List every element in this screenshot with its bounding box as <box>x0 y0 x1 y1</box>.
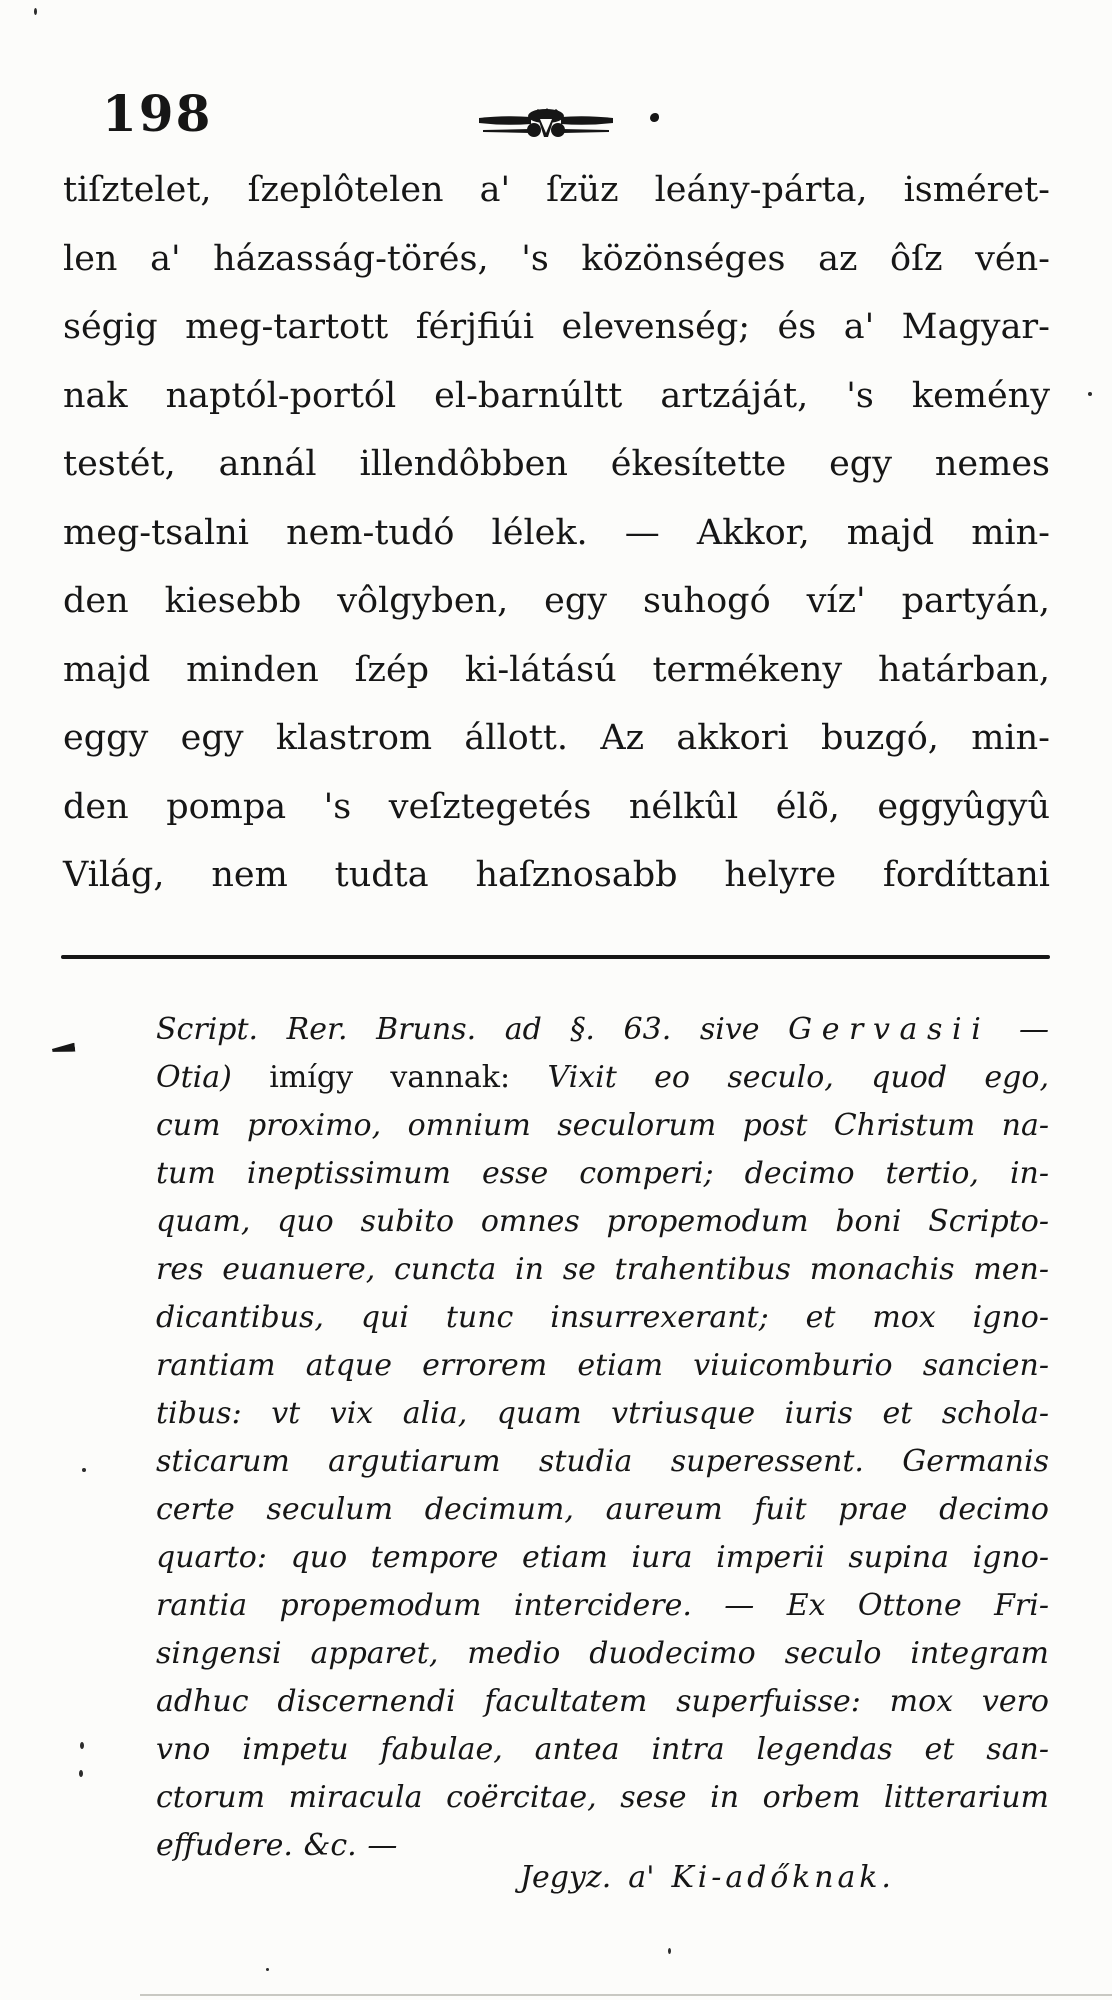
text-segment: Otia) <box>156 1060 270 1095</box>
footnote-divider-rule <box>61 955 1050 959</box>
text-segment: tum ineptissimum esse comperi; decimo tertio, in- <box>156 1156 1049 1191</box>
footnote-line <box>156 1582 1049 1630</box>
printers-rule-ornament-icon <box>478 104 614 142</box>
body-text-line: ségig meg-tartott férjfiúi elevenség; és a' Magyar- <box>63 307 1050 347</box>
body-text-block <box>63 156 1050 910</box>
body-text-line: Világ, nem tudta haſznosabb helyre fordíttani <box>63 855 1050 895</box>
text-segment: effudere. &c. — <box>156 1828 398 1863</box>
footnote-line <box>156 1006 1049 1054</box>
ink-speck <box>80 1742 84 1749</box>
body-text-line: nak naptól-portól el-barnúltt artzáját, 's kemény <box>63 375 1050 416</box>
text-segment: rantiam atque errorem etiam viuicomburio sancien- <box>156 1348 1049 1383</box>
small-ornament-dot <box>650 113 659 122</box>
ink-speck <box>82 1468 86 1472</box>
body-text-line: tiſztelet, ſzeplôtelen a' ſzüz leány-párta, isméret- <box>63 170 1050 210</box>
text-segment: singensi apparet, medio duodecimo seculo integram <box>156 1636 1049 1671</box>
footnote-line <box>156 1198 1049 1246</box>
text-segment: Script. Rer. Bruns. ad §. 63. sive <box>156 1012 789 1047</box>
footnote-line <box>156 1486 1049 1534</box>
body-text-line: meg-tsalni nem-tudó lélek. — Akkor, majd min- <box>63 512 1050 553</box>
ink-speck <box>266 1968 269 1971</box>
text-segment: Ki-adőknak. <box>671 1860 895 1895</box>
footnote-block <box>156 1006 1049 1870</box>
text-segment: vno impetu fabulae, antea intra legendas et san- <box>156 1732 1049 1767</box>
footnote-line <box>156 1294 1049 1342</box>
footnote-line <box>156 1438 1049 1486</box>
ink-speck <box>34 8 37 15</box>
footnote-line <box>156 1678 1049 1726</box>
text-segment: ctorum miracula coërcitae, sese in orbem litterarium <box>156 1780 1049 1815</box>
body-text-line: eggy egy klastrom állott. Az akkori buzgó, min- <box>63 718 1050 758</box>
body-text-line: testét, annál illendôbben ékesítette egy nemes <box>63 444 1050 484</box>
footnote-line <box>156 1630 1049 1678</box>
footnote-line <box>156 1342 1049 1390</box>
text-segment: quarto: quo tempore etiam iura imperii supina igno- <box>156 1540 1049 1575</box>
body-text-line: len a' házasság-törés, 's közönséges az ôſz vén- <box>63 238 1050 279</box>
text-segment: dicantibus, qui tunc insurrexerant; et mox igno- <box>156 1300 1049 1335</box>
body-text-line: den kiesebb vôlgyben, egy suhogó víz' partyán, <box>63 581 1050 621</box>
page-number: 198 <box>102 84 213 143</box>
ink-speck <box>1088 392 1092 396</box>
ink-speck <box>668 1948 671 1954</box>
text-segment: res euanuere, cuncta in se trahentibus monachis men- <box>156 1252 1049 1287</box>
footnote-line <box>156 1390 1049 1438</box>
body-text-line: majd minden ſzép ki-látású termékeny határban, <box>63 649 1050 690</box>
text-segment: quam, quo subito omnes propemodum boni Scripto- <box>156 1204 1049 1239</box>
footnote-line <box>156 1534 1049 1582</box>
text-segment: Jegyz. a' <box>520 1860 672 1895</box>
ink-speck <box>79 1770 83 1777</box>
text-segment: certe seculum decimum, aureum fuit prae decimo <box>156 1492 1049 1527</box>
margin-mark <box>52 1043 76 1055</box>
text-segment: — <box>990 1012 1049 1047</box>
body-text-line: den pompa 's veſztegetés nélkûl élõ, eggyûgyû <box>63 786 1050 827</box>
footnote-line <box>156 1102 1049 1150</box>
footnote-line <box>156 1054 1049 1102</box>
text-segment: imígy vannak: <box>269 1060 548 1095</box>
footnote-line <box>156 1246 1049 1294</box>
text-segment: rantia propemodum intercidere. — Ex Ottone Fri- <box>156 1588 1049 1623</box>
page-bottom-edge-line <box>140 1994 1112 1996</box>
text-segment: Gervasii <box>788 1012 991 1047</box>
text-segment: sticarum argutiarum studia superessent. Germanis <box>156 1444 1049 1479</box>
footnote-line <box>156 1150 1049 1198</box>
footnote-line <box>156 1726 1049 1774</box>
footnote-signature <box>520 1860 895 1895</box>
footnote-line <box>156 1774 1049 1822</box>
text-segment: tibus: vt vix alia, quam vtriusque iuris et schola- <box>156 1396 1049 1431</box>
text-segment: Vixit eo seculo, quod ego, <box>547 1060 1049 1095</box>
text-segment: cum proximo, omnium seculorum post Christum na- <box>156 1108 1049 1143</box>
text-segment: adhuc discernendi facultatem superfuisse: mox vero <box>156 1684 1049 1719</box>
